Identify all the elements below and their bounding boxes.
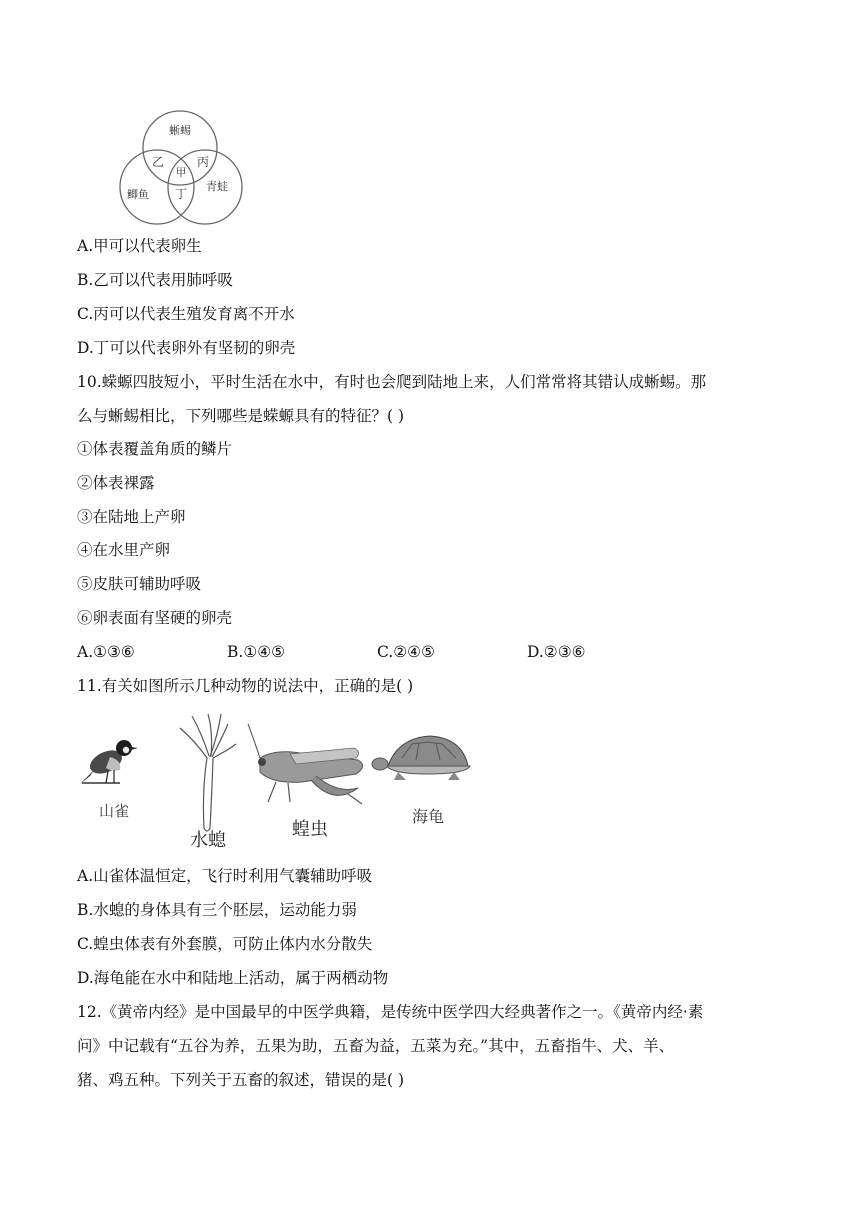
venn-label-top-right: 丙 [196, 155, 210, 169]
q10-option-b: B.①④⑤ [227, 643, 286, 661]
venn-label-right: 青蛙 [206, 180, 228, 193]
q11-stem: 11.有关如图所示几种动物的说法中，正确的是( ) [77, 677, 414, 695]
q11-option-c: C.蝗虫体表有外套膜，可防止体内水分散失 [77, 935, 373, 953]
q10-option-a: A.①③⑥ [77, 643, 135, 661]
q10-item-1: ①体表覆盖角质的鳞片 [77, 440, 233, 458]
q12-stem-line3: 猪、鸡五种。下列关于五畜的叙述，错误的是( ) [77, 1071, 405, 1089]
q9-option-a: A.甲可以代表卵生 [77, 237, 202, 255]
q9-option-c: C.丙可以代表生殖发育离不开水 [77, 305, 295, 323]
q10-option-d: D.②③⑥ [527, 643, 586, 661]
q10-stem-line1: 10.蝾螈四肢短小，平时生活在水中，有时也会爬到陆地上来，人们常常将其错认成蜥蜴。那 [77, 373, 707, 391]
venn-diagram [112, 110, 252, 232]
q11-option-d: D.海龟能在水中和陆地上活动，属于两栖动物 [77, 969, 389, 987]
q10-option-c: C.②④⑤ [377, 643, 435, 661]
q10-item-2: ②体表裸露 [77, 474, 155, 492]
q10-item-5: ⑤皮肤可辅助呼吸 [77, 575, 202, 593]
q10-stem-line2: 么与蜥蜴相比，下列哪些是蝾螈具有的特征？( ) [77, 407, 405, 425]
venn-label-center: 甲 [175, 166, 187, 179]
animals-figure [76, 710, 476, 852]
sea-turtle-image [372, 736, 470, 780]
q11-option-a: A.山雀体温恒定，飞行时利用气囊辅助呼吸 [77, 867, 373, 885]
animal-label-locust: 蝗虫 [292, 819, 328, 840]
grasshopper-image [248, 724, 363, 804]
venn-label-left: 鲫鱼 [127, 188, 149, 201]
animal-label-hydra: 水螅 [190, 830, 226, 851]
animal-label-sea-turtle: 海龟 [411, 807, 445, 826]
q11-option-b: B.水螅的身体具有三个胚层，运动能力弱 [77, 901, 357, 919]
q9-option-b: B.乙可以代表用肺呼吸 [77, 271, 233, 289]
venn-label-top-left: 乙 [151, 155, 165, 169]
animal-label-tit: 山雀 [98, 802, 130, 820]
venn-label-top: 蜥蜴 [169, 124, 191, 137]
q10-item-4: ④在水里产卵 [77, 541, 171, 559]
venn-label-bottom: 丁 [174, 187, 188, 201]
hydra-image [180, 714, 236, 831]
q10-item-3: ③在陆地上产卵 [77, 508, 186, 526]
q10-item-6: ⑥卵表面有坚硬的卵壳 [77, 609, 233, 627]
q12-stem-line1: 12.《黄帝内经》是中国最早的中医学典籍，是传统中医学四大经典著作之一。《黄帝内经·素 [77, 1003, 704, 1021]
q12-stem-line2: 问》中记载有“五谷为养，五果为助，五畜为益，五菜为充。”其中，五畜指牛、犬、羊、 [77, 1037, 675, 1055]
q9-option-d: D.丁可以代表卵外有坚韧的卵壳 [77, 339, 296, 357]
tit-bird-image [80, 740, 138, 784]
